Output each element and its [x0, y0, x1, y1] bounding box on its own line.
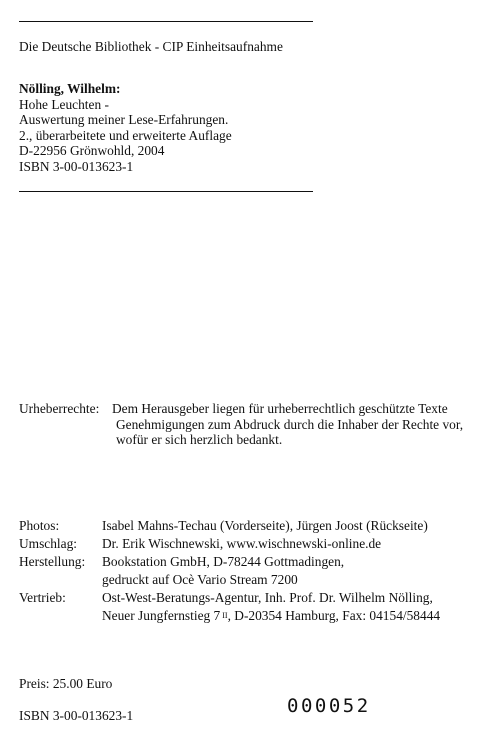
- cip-entry: [19, 81, 232, 175]
- credit-row: [19, 554, 344, 570]
- credit-label: Vertrieb:: [19, 590, 66, 605]
- middle-rule: [19, 191, 313, 192]
- address-street: Neuer Jungfernstieg 7: [102, 608, 221, 623]
- cip-line: 2., überarbeitete und erweiterte Auflage: [19, 127, 232, 143]
- stamp-number: 000052: [287, 695, 371, 717]
- credit-value: Ost-West-Beratungs-Agentur, Inh. Prof. Dr. Wilhelm Nölling,: [102, 590, 433, 605]
- cip-line: Hohe Leuchten -: [19, 96, 109, 112]
- credit-value: gedruckt auf Ocè Vario Stream 7200: [102, 572, 298, 587]
- credit-row: [19, 590, 433, 606]
- address-rest: , D-20354 Hamburg, Fax: 04154/58444: [227, 608, 441, 623]
- cip-author: Nölling, Wilhelm:: [19, 81, 121, 96]
- credit-value: Bookstation GmbH, D-78244 Gottmadingen,: [102, 554, 345, 569]
- credit-row-address: [102, 608, 440, 624]
- cip-line: ISBN 3-00-013623-1: [19, 158, 134, 174]
- copyright-line: Genehmigungen zum Abdruck durch die Inhaber der Rechte vor,: [116, 416, 464, 432]
- credit-row: [19, 536, 381, 552]
- cip-line: D-22956 Grönwohld, 2004: [19, 143, 165, 159]
- credit-row: [19, 518, 428, 534]
- credit-label: Umschlag:: [19, 536, 78, 551]
- credit-label: Photos:: [19, 518, 60, 533]
- top-rule: [19, 21, 313, 22]
- copyright-line: wofür er sich herzlich bedankt.: [116, 432, 283, 448]
- credit-label: Herstellung:: [19, 554, 86, 569]
- copyright-text: [112, 401, 463, 448]
- credit-value: Dr. Erik Wischnewski, www.wischnewski-online.de: [102, 536, 382, 551]
- cip-line: Auswertung meiner Lese-Erfahrungen.: [19, 112, 229, 128]
- address-superscript: II: [222, 611, 228, 620]
- copyright-line: Dem Herausgeber liegen für urheberrechtlich geschützte Texte: [112, 401, 448, 416]
- credit-label: [19, 572, 102, 588]
- copyright-block: [19, 401, 463, 448]
- price: Preis: 25.00 Euro: [19, 676, 113, 691]
- credit-row: [19, 572, 298, 588]
- isbn-footer: ISBN 3-00-013623-1: [19, 708, 134, 723]
- copyright-label: Urheberrechte:: [19, 401, 100, 416]
- cip-heading: Die Deutsche Bibliothek - CIP Einheitsaufnahme: [19, 39, 283, 54]
- credit-value: Isabel Mahns-Techau (Vorderseite), Jürgen Joost (Rückseite): [102, 518, 428, 533]
